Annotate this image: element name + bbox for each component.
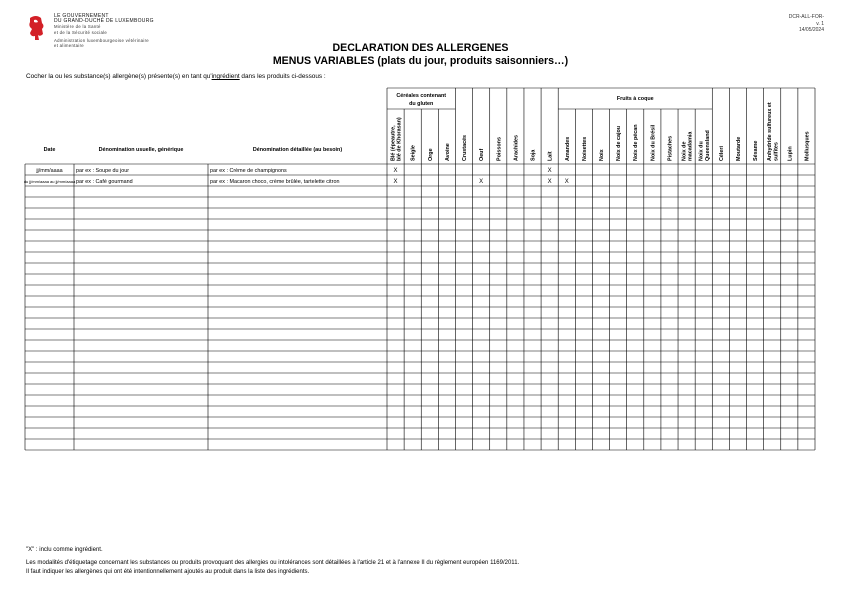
allergen-header-17: macadamia <box>687 131 694 161</box>
usual-name-column-header: Dénomination usuelle, générique <box>98 147 184 153</box>
doc-date: 14/05/2024 <box>798 27 824 34</box>
allergen-mark: X <box>547 179 552 185</box>
ref-code: DCR-ALL-FOR- <box>788 14 824 20</box>
org-line: LE GOUVERNEMENT <box>54 13 109 19</box>
agency-line: Administration luxembourgeoise vétérinaire <box>54 37 149 43</box>
allergen-mark: X <box>393 179 398 185</box>
allergen-header-18: Noix du <box>698 141 705 161</box>
allergen-header-14: Noix de pécan <box>633 124 640 161</box>
title-line-1: DECLARATION DES ALLERGENES <box>332 42 509 54</box>
allergen-header-11: Noisettes <box>581 136 588 161</box>
org-line: DU GRAND-DUCHÉ DE LUXEMBOURG <box>54 18 154 25</box>
allergen-header-22: sulfites <box>773 142 780 161</box>
row-detailed-name: par ex : Crème de champignons <box>210 168 287 174</box>
row-usual-name: par ex : Café gourmand <box>76 179 133 185</box>
instruction-text: Cocher la ou les substance(s) allergène(s) présente(s) en tant qu' <box>26 73 212 80</box>
allergen-header-17: Noix de <box>681 141 688 161</box>
allergen-header-4: Crustacés <box>462 134 469 161</box>
allergen-header-0: Blé (épeautre, <box>390 125 397 161</box>
org-line: et de la Sécurité sociale <box>54 29 108 35</box>
gluten-group-header: Céréales contenant <box>396 93 447 99</box>
allergen-header-12: Noix <box>599 149 605 161</box>
allergen-header-15: Noix du Brésil <box>650 124 657 161</box>
allergen-header-9: Lait <box>547 151 554 161</box>
row-date: du jj/mm/aaaa au jj/mm/aaaa <box>23 179 76 184</box>
row-date: jj/mm/aaaa <box>36 168 63 174</box>
allergen-header-24: Mollusques <box>804 131 811 161</box>
instruction-text-end: dans les produits ci-dessous : <box>239 73 326 80</box>
instruction-underlined: ingrédient <box>211 73 240 80</box>
allergen-header-0: blé de Khorasan) <box>396 117 403 161</box>
allergen-header-2: Orge <box>427 148 434 161</box>
nuts-group-header: Fruits à coque <box>616 96 654 102</box>
row-usual-name: par ex : Soupe du jour <box>76 168 130 174</box>
allergen-mark: X <box>479 179 484 185</box>
allergen-header-13: Noix de cajou <box>616 125 623 161</box>
allergen-header-23: Lupin <box>787 146 794 161</box>
org-line: Ministère de la Santé <box>54 24 101 30</box>
allergen-header-10: Amandes <box>564 136 571 161</box>
allergen-header-18: Queensland <box>704 130 711 161</box>
footer-line-2: Il faut indiquer les allergènes qui ont été intentionnellement ajoutés au produit dans la liste des ingrédients. <box>26 568 310 575</box>
allergen-mark: X <box>564 179 569 185</box>
gluten-group-header: du gluten <box>409 101 434 107</box>
allergen-header-6: Poissons <box>496 137 503 161</box>
allergen-header-1: Seigle <box>410 145 417 161</box>
agency-line: et alimentaire <box>54 43 84 49</box>
allergen-mark: X <box>393 168 398 174</box>
allergen-header-16: Pistaches <box>667 135 674 161</box>
allergen-header-20: Moutarde <box>735 136 742 161</box>
title-line-2: MENUS VARIABLES (plats du jour, produits saisonniers…) <box>272 55 569 67</box>
allergen-header-7: Arachides <box>513 134 520 161</box>
detailed-name-column-header: Dénomination détaillée (au besoin) <box>252 147 343 153</box>
allergen-header-21: Sésame <box>753 140 760 161</box>
allergen-header-8: Soja <box>530 149 537 161</box>
allergen-header-22: Anhydride sulfureux et <box>767 102 774 161</box>
footer-line-1: Les modalités d'étiquetage concernant les substances ou produits provoquant des allergies ou intolérances sont détaillées à l'article 21 et à l'annexe II du règlement européen 1169/2011. <box>26 560 520 567</box>
allergen-header-5: Oeuf <box>479 148 486 161</box>
allergen-header-3: Avoine <box>444 143 451 161</box>
footer-note: "X" : inclu comme ingrédient. <box>26 547 103 553</box>
footer <box>26 546 519 576</box>
date-column-header: Date <box>43 147 56 153</box>
allergen-mark: X <box>547 168 552 174</box>
version: v. 1 <box>816 20 824 27</box>
row-detailed-name: par ex : Macaron choco, crème brûlée, tartelette citron <box>210 179 340 185</box>
allergen-header-19: Céleri <box>718 146 725 161</box>
